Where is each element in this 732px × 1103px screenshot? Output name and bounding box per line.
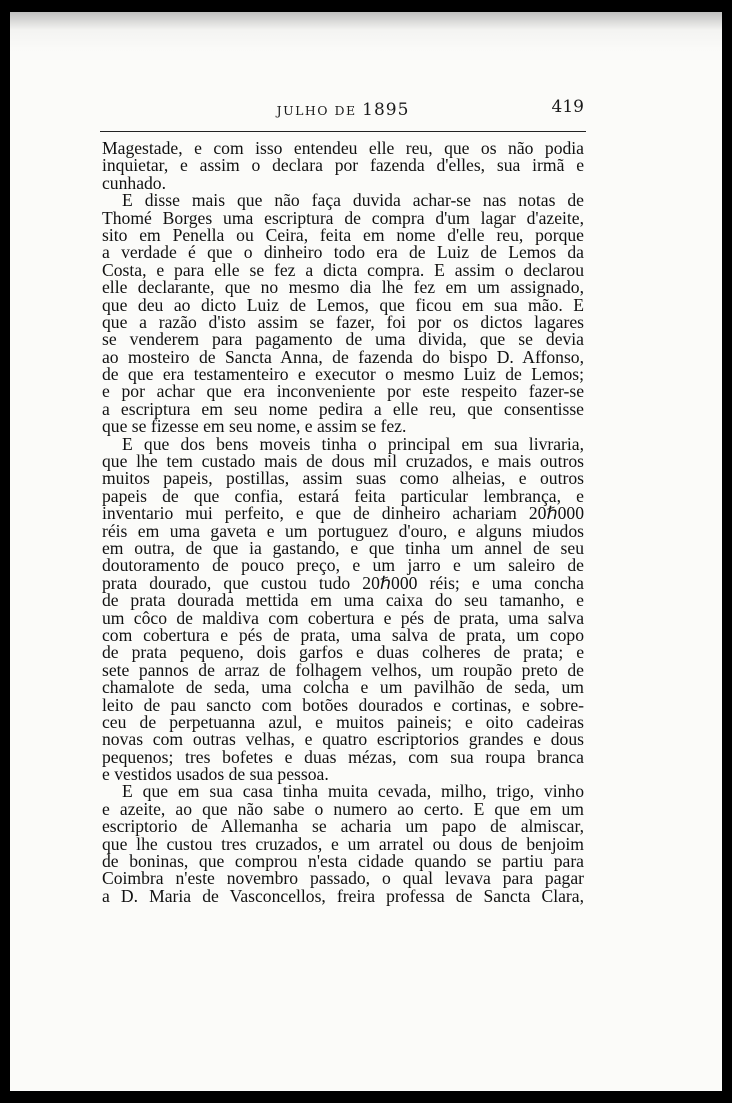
text-line: Coimbra n'este novembro passado, o qual levava para pagar xyxy=(102,868,584,889)
text-line: com cobertura e pés de prata, uma salva de prata, um copo xyxy=(102,624,584,645)
text-line: cunhado. xyxy=(102,172,167,193)
text-line: de que era testamenteiro e executor o mesmo Luiz de Lemos; xyxy=(102,364,584,385)
text-line: que se fizesse em seu nome, e assim se fez. xyxy=(102,416,407,437)
text-line: papeis de que confia, estará feita particular lembrança, e xyxy=(102,485,584,506)
header-rule xyxy=(100,131,586,132)
text-line: em outra, de que ia gastando, e que tinha um annel de seu xyxy=(102,537,584,558)
book-page xyxy=(10,12,722,1091)
text-line: novas com outras velhas, e quatro escriptorios grandes e dous xyxy=(102,729,584,750)
text-line: e azeite, ao que não sabe o numero ao certo. E que em um xyxy=(102,798,584,819)
text-line: a D. Maria de Vasconcellos, freira professa de Sancta Clara, xyxy=(102,885,584,906)
text-line: a escriptura em seu nome pedira a elle reu, que consentisse xyxy=(102,398,584,419)
text-line: se venderem para pagamento de uma divida, que se devia xyxy=(102,329,584,350)
text-line: elle declarante, que no mesmo dia lhe fez em um assignado, xyxy=(102,277,584,298)
text-line: ao mosteiro de Sancta Anna, de fazenda do bispo D. Affonso, xyxy=(102,346,584,367)
text-line: doutoramento de pouco preço, e um jarro e um saleiro de xyxy=(102,555,584,576)
text-line: de prata pequeno, dois garfos e duas colheres de prata; e xyxy=(102,642,584,663)
running-title-year: 1895 xyxy=(362,100,410,120)
running-head xyxy=(102,94,584,124)
text-line: sete pannos de arraz de folhagem velhos, um roupão preto de xyxy=(102,659,584,680)
text-line: de boninas, que comprou n'esta cidade quando se partiu para xyxy=(102,851,584,872)
text-line: Magestade, e com isso entendeu elle reu, que os não podia xyxy=(102,138,584,158)
text-line: que lhe custou tres cruzados, e um arratel ou dous de benjoim xyxy=(102,833,584,854)
text-line: pequenos; tres bofetes e duas mézas, com sua roupa branca xyxy=(102,746,584,767)
text-line: prata dourado, que custou tudo 20ℏ000 réis; e uma concha xyxy=(102,572,584,593)
text-line: que deu ao dicto Luiz de Lemos, que ficou em sua mão. E xyxy=(102,294,584,315)
text-line: um côco de maldiva com cobertura e pés de prata, uma salva xyxy=(102,607,584,628)
text-line: Costa, e para elle se fez a dicta compra. E assim o declarou xyxy=(102,259,584,280)
text-line: a verdade é que o dinheiro todo era de Luiz de Lemos da xyxy=(102,242,584,263)
text-line: sito em Penella ou Ceira, feita em nome d'elle reu, porque xyxy=(102,224,584,245)
text-line: que a razão d'isto assim se fazer, foi por os dictos lagares xyxy=(102,311,584,332)
text-line: ceu de perpetuanna azul, e muitos paineis; e oito cadeiras xyxy=(102,711,584,732)
text-line: leito de pau sancto com botões dourados e cortinas, e sobre- xyxy=(102,694,584,715)
page-number: 419 xyxy=(551,97,584,117)
text-line: E que em sua casa tinha muita cevada, milho, trigo, vinho xyxy=(122,781,584,802)
text-line: e por achar que era inconveniente por este respeito fazer-se xyxy=(102,381,584,402)
text-line: muitos papeis, postillas, assim suas como alheias, e outros xyxy=(102,468,584,489)
text-line: chamalote de seda, uma colcha e um pavilhão de seda, um xyxy=(102,677,584,698)
text-line: inquietar, e assim o declara por fazenda d'elles, sua irmã e xyxy=(102,155,584,176)
body-text xyxy=(102,140,584,905)
running-title-text: JULHO DE xyxy=(276,103,357,118)
text-line: Thomé Borges uma escriptura de compra d'um lagar d'azeite, xyxy=(102,207,584,228)
text-line: E disse mais que não faça duvida achar-se nas notas de xyxy=(122,190,584,211)
text-line: de prata dourada mettida em uma caixa do seu tamanho, e xyxy=(102,590,584,611)
text-line: inventario mui perfeito, e que de dinheiro achariam 20ℏ000 xyxy=(102,503,584,524)
scan-shadow xyxy=(10,12,722,52)
running-title xyxy=(102,100,584,120)
text-line: que lhe tem custado mais de dous mil cruzados, e mais outros xyxy=(102,451,584,472)
text-line: réis em uma gaveta e um portuguez d'ouro, e alguns miudos xyxy=(102,520,584,541)
text-line: escriptorio de Allemanha se acharia um papo de almiscar, xyxy=(102,816,584,837)
text-line: E que dos bens moveis tinha o principal em sua livraria, xyxy=(122,433,584,454)
text-line: e vestidos usados de sua pessoa. xyxy=(102,764,329,785)
